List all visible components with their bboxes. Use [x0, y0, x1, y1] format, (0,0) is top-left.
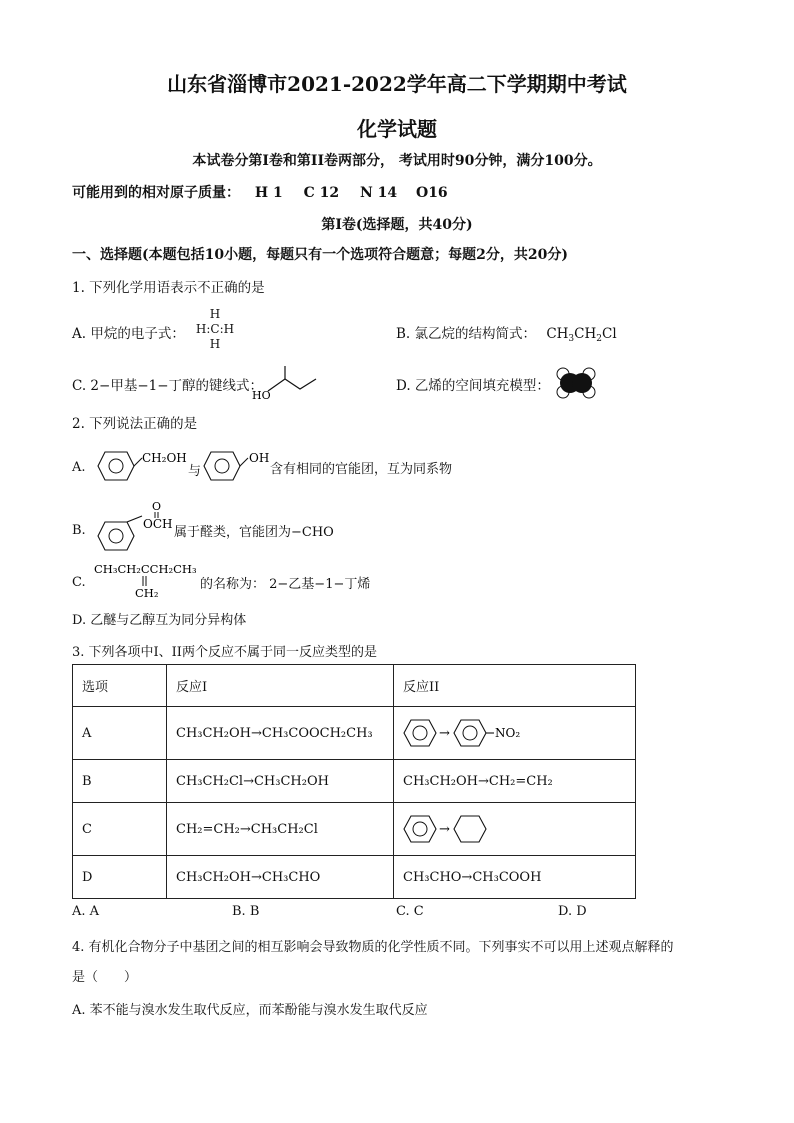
header-reaction-2: 反应II	[394, 665, 636, 707]
row-c-option: C	[73, 803, 167, 856]
row-c-reaction-2	[394, 803, 636, 856]
row-c-reaction-1: CH₂=CH₂→CH₃CH₂Cl	[167, 803, 394, 856]
q3-choice-a: A. A	[72, 904, 100, 919]
row-d-option: D	[73, 856, 167, 899]
exam-title: 山东省淄博市2021-2022学年高二下学期期中考试	[167, 72, 627, 96]
benzyl-alcohol-structure	[92, 446, 192, 486]
q2-option-c-text: 的名称为： 2−乙基−1−丁烯	[200, 577, 371, 592]
och-label: OCH	[143, 517, 173, 531]
table-row	[73, 856, 636, 899]
q3-choice-d: D. D	[558, 904, 587, 919]
atomic-mass-o: O16	[416, 185, 448, 201]
row-b-reaction-1: CH₃CH₂Cl→CH₃CH₂OH	[167, 760, 394, 803]
row-b-option: B	[73, 760, 167, 803]
row-a-option: A	[73, 707, 167, 760]
benzene-to-nitrobenzene	[402, 716, 532, 750]
q1-option-a-label: A. 甲烷的电子式：	[72, 326, 185, 342]
q2-option-a-text: 含有相同的官能团，互为同系物	[270, 462, 453, 477]
row-a-reaction-2	[394, 707, 636, 760]
lewis-middle: H:C:H	[195, 322, 235, 336]
row-d-reaction-1: CH₃CH₂OH→CH₃CHO	[167, 856, 394, 899]
nitro-group-label: NO₂	[495, 726, 521, 740]
c-chain-label: CH₃CH₂CCH₂CH₃	[94, 562, 197, 576]
chloroethane-formula: $CH_3CH_2Cl$	[546, 326, 617, 344]
phenol-structure	[202, 446, 277, 486]
q1-option-b	[396, 322, 617, 342]
table-row	[73, 707, 636, 760]
arrow: →	[439, 822, 450, 837]
ethylene-space-filling-model	[556, 366, 596, 400]
lewis-top: H	[209, 307, 221, 321]
q2-option-d-text: D. 乙醚与乙醇互为同分异构体	[72, 613, 247, 628]
q2-a-connector: 与	[188, 464, 202, 479]
carbonyl-o-label: O	[152, 500, 162, 513]
q4-stem-line-1: 4. 有机化合物分子中基团之间的相互影响会导致物质的化学性质不同。下列事实不可以用上述观点解释的	[72, 940, 674, 955]
q3-choice-c: C. C	[396, 904, 424, 919]
q3-stem: 3. 下列各项中I、II两个反应不属于同一反应类型的是	[72, 645, 377, 660]
section-title: 一、选择题(本题包括10小题，每题只有一个选项符合题意；每题2分，共20分)	[72, 247, 568, 263]
atomic-mass-h: H 1	[254, 185, 283, 201]
phenyl-formate-structure	[96, 498, 176, 554]
oh-label: OH	[249, 451, 270, 465]
part-title: 第I卷(选择题，共40分)	[321, 217, 473, 233]
q3-choice-b: B. B	[232, 904, 260, 919]
exam-intro: 本试卷分第I卷和第II卷两部分， 考试用时90分钟，满分100分。	[192, 153, 602, 169]
q2-option-c-prefix: C.	[72, 575, 86, 590]
q1-stem: 1. 下列化学用语表示不正确的是	[72, 280, 265, 296]
q1-option-c-label: C. 2−甲基−1−丁醇的键线式：	[72, 378, 264, 394]
table-header-row	[73, 665, 636, 707]
ho-label: HO	[252, 389, 271, 402]
q2-stem: 2. 下列说法正确的是	[72, 416, 198, 432]
table-row	[73, 760, 636, 803]
header-reaction-1: 反应I	[167, 665, 394, 707]
row-b-reaction-2: CH₃CH₂OH→CH₂=CH₂	[394, 760, 636, 803]
q2-option-a-prefix: A.	[72, 460, 86, 475]
reaction-table	[72, 664, 636, 899]
ch2oh-label: CH₂OH	[142, 451, 187, 465]
q1-option-b-label: B. 氯乙烷的结构简式：	[396, 326, 537, 342]
skeletal-formula-2-methyl-1-butanol	[250, 365, 330, 405]
exam-subject: 化学试题	[357, 117, 437, 141]
atomic-mass-c: C 12	[303, 185, 340, 201]
c-branch-label: CH₂	[135, 586, 159, 600]
atomic-mass-line	[72, 182, 448, 202]
table-row	[73, 803, 636, 856]
benzene-to-cyclohexane	[402, 812, 502, 846]
q4-option-a: A. 苯不能与溴水发生取代反应，而苯酚能与溴水发生取代反应	[72, 1003, 428, 1018]
lewis-bottom: H	[209, 337, 221, 351]
methane-lewis-structure	[191, 307, 239, 352]
q2-option-b-prefix: B.	[72, 523, 86, 538]
row-d-reaction-2: CH₃CHO→CH₃COOH	[394, 856, 636, 899]
q1-option-d-label: D. 乙烯的空间填充模型：	[396, 378, 550, 394]
header-option: 选项	[73, 665, 167, 707]
2-ethyl-1-butene-structure	[92, 560, 202, 600]
row-a-reaction-1: CH₃CH₂OH→CH₃COOCH₂CH₃	[167, 707, 394, 760]
q2-option-b-text: 属于醛类，官能团为−CHO	[174, 525, 334, 540]
atomic-mass-n: N 14	[359, 185, 398, 201]
arrow: →	[439, 726, 450, 741]
atomic-mass-label: 可能用到的相对原子质量：	[72, 185, 240, 201]
q4-stem-line-2: 是（ ）	[72, 970, 138, 985]
